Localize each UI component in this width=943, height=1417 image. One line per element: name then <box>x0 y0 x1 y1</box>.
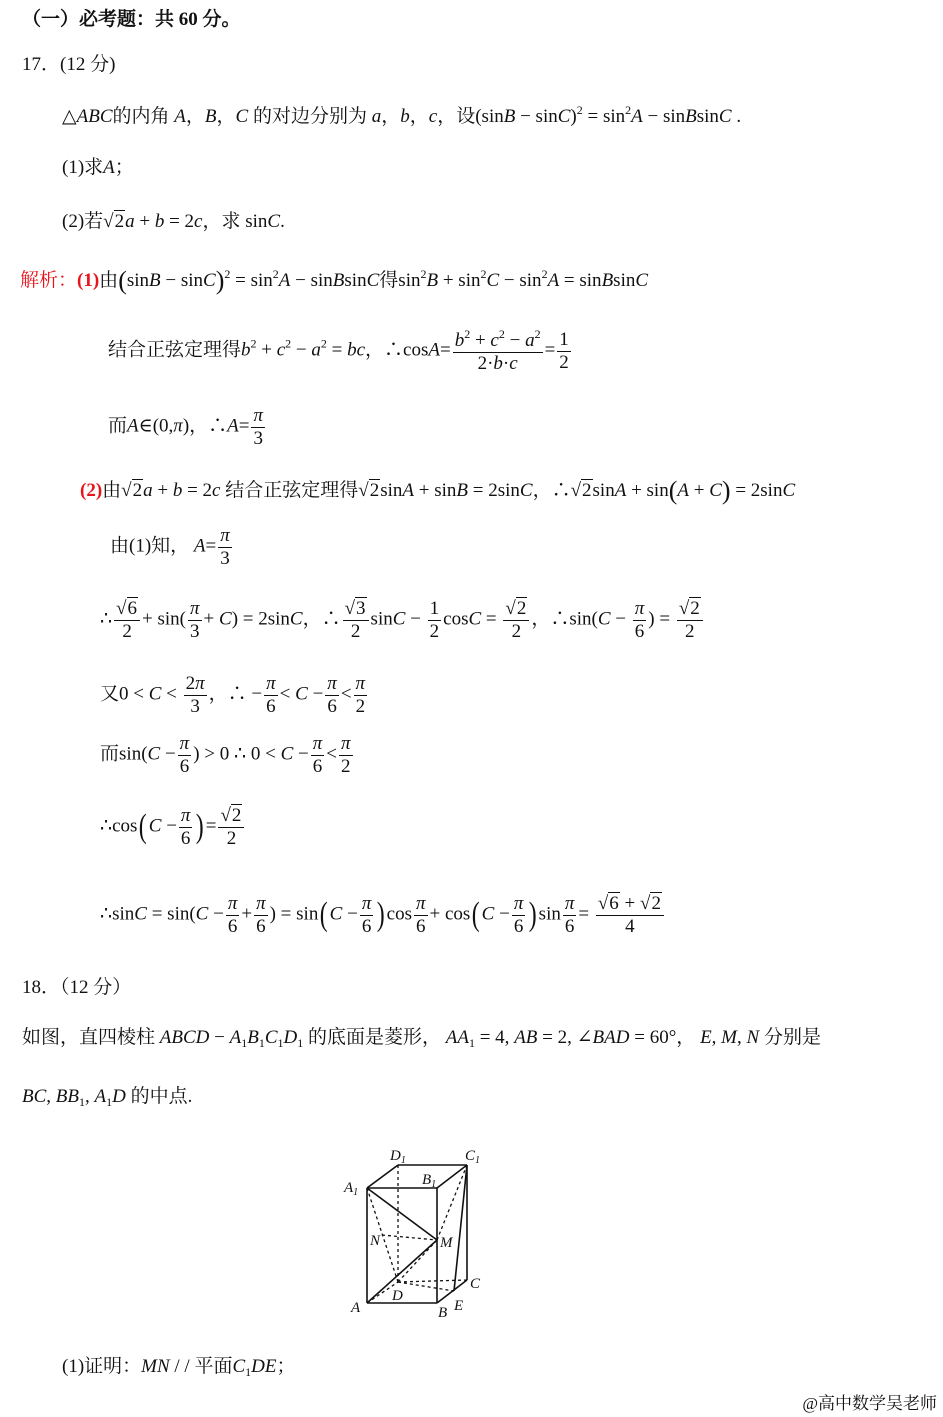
q18-stem-line-1: 如图，直四棱柱 ABCD − $A_1B_1C_1D_1$ 的底面是菱形， $AA_1 = 4$, AB = 2, ∠BAD = 60°， E, M, N 分别是 <box>22 1027 821 1050</box>
section-title: （一）必考题：共 60 分。 <box>22 9 241 30</box>
watermark: @高中数学吴老师 <box>802 1394 937 1413</box>
solution-line-3: 而A∈(0,π)，∴A= $\frac{\pi}{3}$ <box>108 405 263 449</box>
solution-line-8: 而sin(C − $\frac{\pi}{6}$ ) > 0 ∴ 0 < C − $\frac{\pi}{6}$ < $\frac{\pi}{2}$ <box>100 733 351 777</box>
solution-line-7: 又0 < C < $\frac{2\pi}{3}$ ，∴ − $\frac{\pi}{6}$ < C − $\frac{\pi}{6}$ < $\frac{\pi}{2}$ <box>100 673 366 717</box>
solution-line-6: ∴ $\frac{√6}{2}$ + sin( $\frac{\pi}{3}$ + C) = 2sinC，∴ $\frac{√3}{2}$ sinC − $\frac{1}{2}$ cosC = $\frac{√2}{2}$ ，∴sin(C − $\frac{\pi}{6}$ ) = $\frac{√2}{2}$ <box>100 598 705 643</box>
svg-text:A1: $A_1$ <box>344 1180 359 1198</box>
svg-text:N: N <box>370 1233 381 1249</box>
solution-line-2: 结合正弦定理得$b^2 + c^2 - a^2$ = bc，∴cosA= $\frac{b^2 + c^2 - a^2}{2\cdot b\cdot c}$ = $\frac{1}{2}$ <box>108 327 569 374</box>
svg-text:E: E <box>454 1298 464 1314</box>
svg-text:D1: $D_1$ <box>390 1148 406 1166</box>
svg-text:B: B <box>438 1305 448 1321</box>
q17-stem: △ABC的内角 A，B，C 的对边分别为 a，b，c，设$(\sin B - \sin C)^2 = \sin^2A$ − sinBsinC . <box>62 103 742 127</box>
solution-line-4: (2)由√2a + b = 2c 结合正弦定理得√2sinA + sinB = 2sinC，∴√2sinA + sin(A + C) = 2sinC <box>80 476 796 505</box>
solution-label: 解析： <box>20 270 78 291</box>
q18-header: 18．（12 分） <box>22 977 132 998</box>
svg-text:C1: $C_1$ <box>465 1148 481 1166</box>
svg-text:B1: $B_1$ <box>422 1172 437 1190</box>
q17-part1: (1)求A； <box>62 157 134 178</box>
solution-line-9: ∴cos(C − $\frac{\pi}{6}$ )= $\frac{√2}{2}$ <box>100 805 246 850</box>
solution-line-1: 解析：(1)由$(\sin B - \sin C)^2 = \sin^2A$ − sinBsinC得$\sin^2B + \sin^2C - \sin^2A$ = sinBsinC <box>20 266 649 295</box>
q18-part1: (1)证明：MN / / 平面$C_1DE$； <box>62 1356 296 1379</box>
q17-part2: (2)若√2a + b = 2c，求 sinC. <box>62 211 285 232</box>
solution-line-10: ∴sinC = sin(C − $\frac{\pi}{6}$ + $\frac{\pi}{6}$ ) = sin(C − $\frac{\pi}{6}$ )cos $\frac{\pi}{6}$ + cos(C − $\frac{\pi}{6}$ )sin $\frac{\pi}{6}$ = $\frac{√6 + √2}{4}$ <box>100 893 666 938</box>
q18-stem-line-2: BC, $BB_1$, $A_1D$ 的中点. <box>22 1086 193 1109</box>
q17-header: 17．(12 分) <box>22 54 116 75</box>
svg-text:D: D <box>392 1288 403 1304</box>
svg-text:A: A <box>351 1300 361 1316</box>
svg-text:C: C <box>470 1276 481 1292</box>
svg-text:M: M <box>440 1235 453 1251</box>
prism-figure <box>330 1130 500 1330</box>
solution-line-5: 由(1)知， A= $\frac{\pi}{3}$ <box>110 525 230 569</box>
